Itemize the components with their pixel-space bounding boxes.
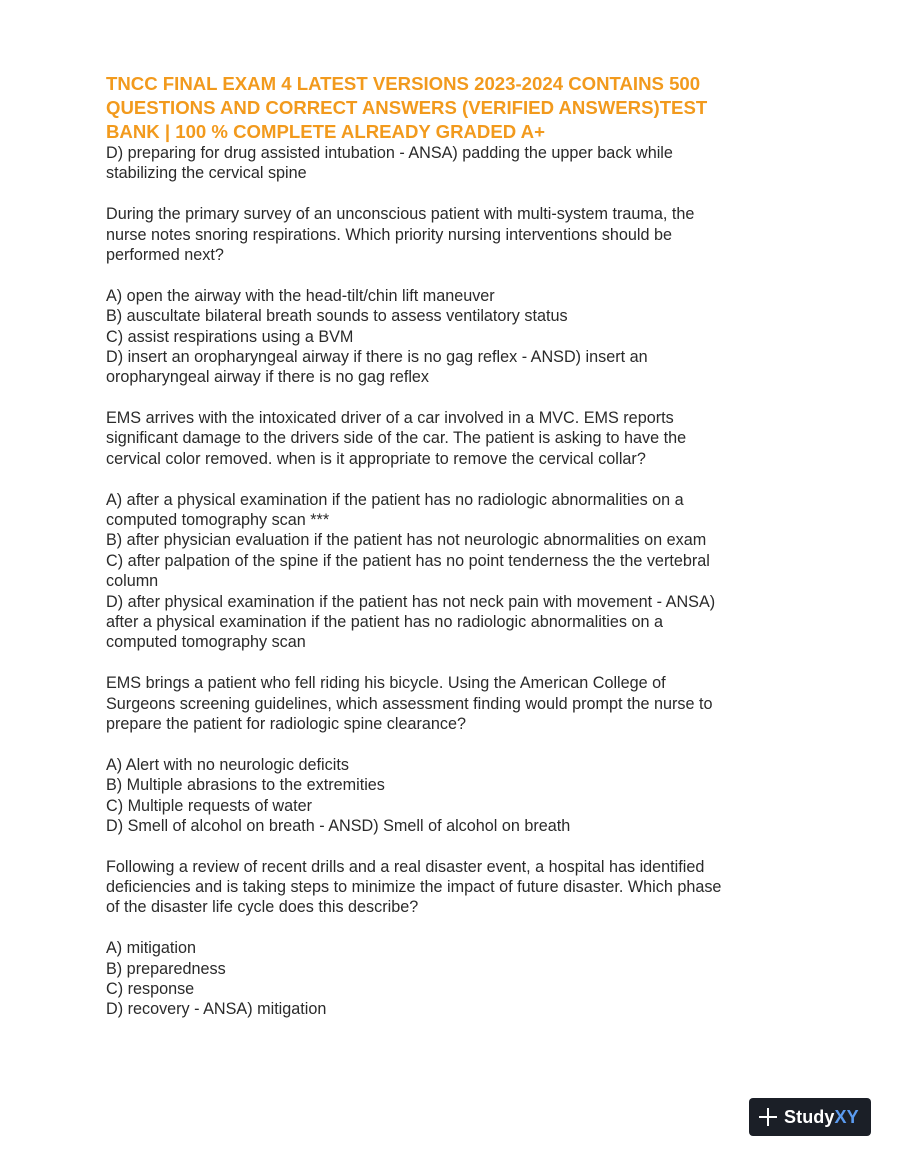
text-line: A) after a physical examination if the patient has no radiologic abnormalities on a	[106, 490, 684, 509]
text-paragraph	[106, 143, 796, 184]
text-line: stabilizing the cervical spine	[106, 164, 307, 183]
text-line: D) preparing for drug assisted intubation - ANSA) padding the upper back while	[106, 144, 673, 162]
text-line: computed tomography scan	[106, 633, 306, 652]
text-line: B) preparedness	[106, 959, 226, 978]
text-line: nurse notes snoring respirations. Which priority nursing interventions should be	[106, 225, 672, 244]
text-paragraph	[106, 490, 796, 653]
text-line: During the primary survey of an unconscious patient with multi-system trauma, the	[106, 205, 695, 224]
text-paragraph	[106, 673, 796, 734]
text-line: deficiencies and is taking steps to minimize the impact of future disaster. Which phase	[106, 878, 722, 897]
paragraph-gap	[106, 734, 796, 754]
document-title	[106, 72, 796, 144]
text-line: D) recovery - ANSA) mitigation	[106, 1000, 327, 1019]
paragraph-gap	[106, 918, 796, 938]
text-line: EMS brings a patient who fell riding his bicycle. Using the American College of	[106, 674, 666, 693]
text-line: C) after palpation of the spine if the patient has no point tenderness the the vertebral	[106, 551, 710, 570]
text-line: Surgeons screening guidelines, which assessment finding would prompt the nurse to	[106, 694, 713, 713]
text-line: oropharyngeal airway if there is no gag reflex	[106, 368, 430, 387]
text-line: performed next?	[106, 245, 224, 264]
text-line: D) Smell of alcohol on breath - ANSD) Smell of alcohol on breath	[106, 816, 571, 835]
text-line: B) Multiple abrasions to the extremities	[106, 776, 385, 795]
paragraph-gap	[106, 388, 796, 408]
paragraph-gap	[106, 184, 796, 204]
document-body	[106, 143, 796, 1020]
title-line: QUESTIONS AND CORRECT ANSWERS (VERIFIED ANSWERS)TEST	[106, 97, 708, 118]
text-line: B) auscultate bilateral breath sounds to assess ventilatory status	[106, 307, 568, 326]
paragraph-gap	[106, 836, 796, 856]
text-line: Following a review of recent drills and a real disaster event, a hospital has identified	[106, 857, 705, 876]
text-line: computed tomography scan ***	[106, 511, 330, 530]
text-paragraph	[106, 286, 796, 388]
text-line: column	[106, 572, 159, 591]
text-line: after a physical examination if the patient has no radiologic abnormalities on a	[106, 612, 663, 631]
text-line: C) Multiple requests of water	[106, 796, 313, 815]
paragraph-gap	[106, 653, 796, 673]
text-line: B) after physician evaluation if the patient has not neurologic abnormalities on exam	[106, 531, 707, 550]
text-line: EMS arrives with the intoxicated driver of a car involved in a MVC. EMS reports	[106, 409, 674, 428]
studyxy-logo-text	[784, 1107, 859, 1128]
text-paragraph	[106, 938, 796, 1020]
text-paragraph	[106, 755, 796, 837]
title-line: BANK | 100 % COMPLETE ALREADY GRADED A+	[106, 121, 545, 142]
text-line: C) response	[106, 980, 195, 999]
text-line: D) insert an oropharyngeal airway if there is no gag reflex - ANSD) insert an	[106, 347, 648, 366]
text-paragraph	[106, 204, 796, 265]
text-line: of the disaster life cycle does this describe?	[106, 898, 419, 917]
text-paragraph	[106, 408, 796, 469]
badge-text-accent: XY	[834, 1106, 859, 1127]
text-line: C) assist respirations using a BVM	[106, 327, 354, 346]
studyxy-badge[interactable]	[749, 1098, 871, 1136]
plus-icon	[757, 1106, 779, 1128]
text-line: significant damage to the drivers side of the car. The patient is asking to have the	[106, 429, 687, 448]
text-line: D) after physical examination if the patient has not neck pain with movement - ANSA)	[106, 592, 716, 611]
text-paragraph	[106, 857, 796, 918]
text-line: A) mitigation	[106, 939, 196, 958]
text-line: cervical color removed. when is it appropriate to remove the cervical collar?	[106, 449, 646, 468]
text-line: A) Alert with no neurologic deficits	[106, 755, 349, 774]
text-line: prepare the patient for radiologic spine clearance?	[106, 714, 466, 733]
title-line: TNCC FINAL EXAM 4 LATEST VERSIONS 2023-2024 CONTAINS 500	[106, 73, 701, 94]
text-line: A) open the airway with the head-tilt/chin lift maneuver	[106, 286, 495, 305]
paragraph-gap	[106, 469, 796, 489]
paragraph-gap	[106, 265, 796, 285]
badge-text-main: Study	[784, 1106, 835, 1127]
